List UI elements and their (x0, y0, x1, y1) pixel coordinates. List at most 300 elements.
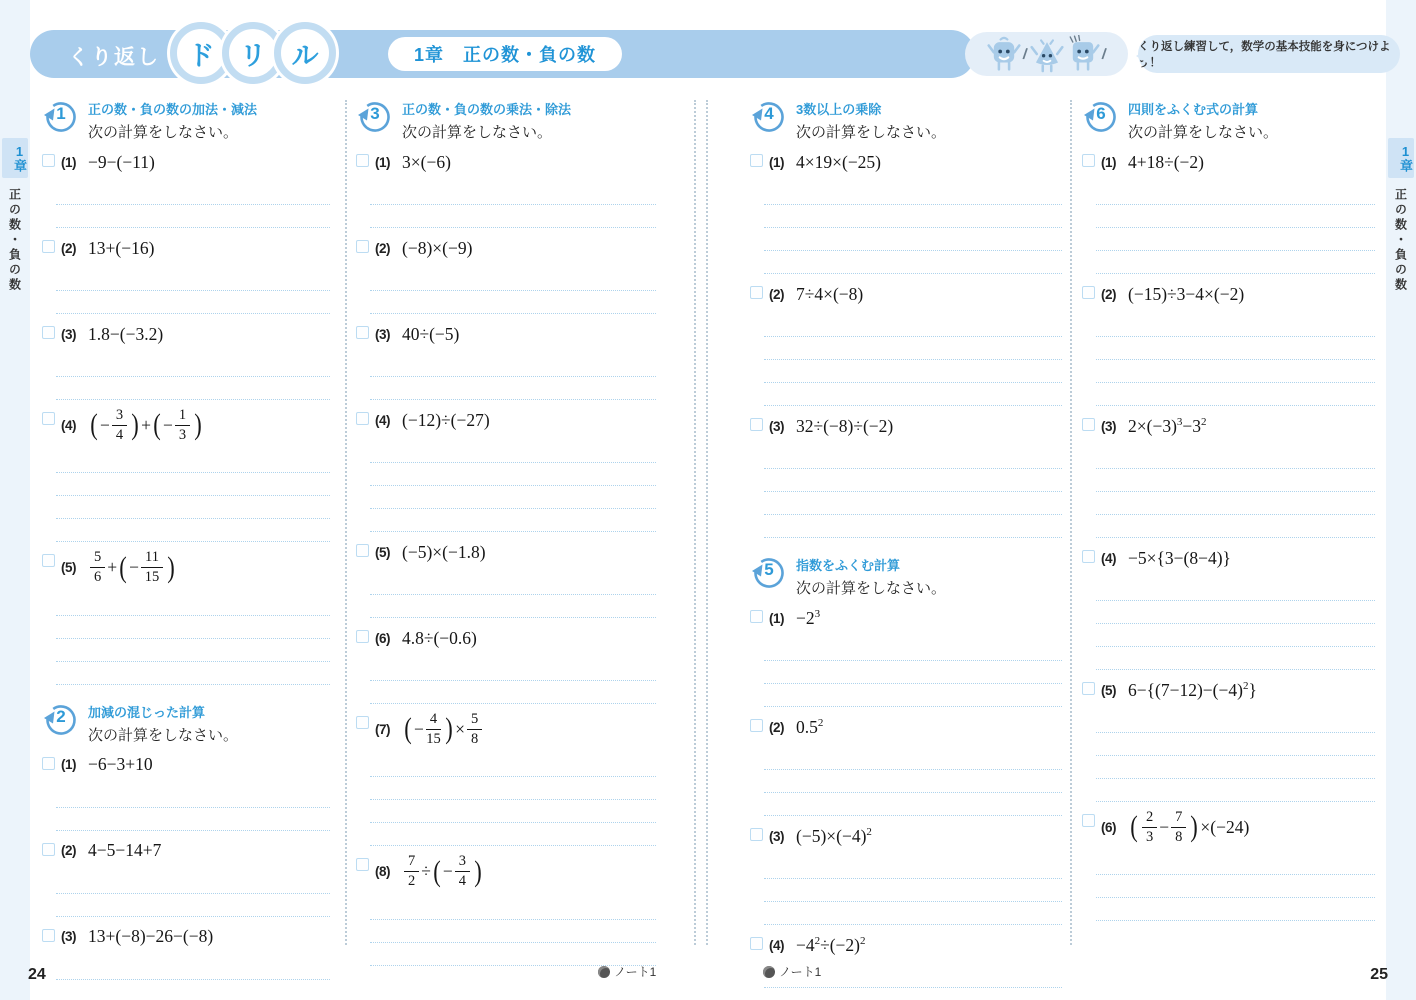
problem-row (1082, 809, 1375, 845)
answer-lines (1096, 845, 1375, 921)
answer-line[interactable] (370, 205, 656, 228)
answer-lines (764, 307, 1062, 406)
section-instruction: 次の計算をしなさい。 (796, 580, 947, 597)
answer-line[interactable] (370, 920, 656, 943)
problem-row (356, 149, 656, 175)
section-titles (88, 98, 257, 142)
problem-number: (3) (769, 828, 784, 844)
answer-line[interactable] (56, 616, 330, 639)
section-2 (42, 701, 330, 1000)
section-title: 指数をふくむ計算 (796, 558, 901, 573)
math-text: −2 (796, 607, 815, 628)
answer-line[interactable] (1096, 875, 1375, 898)
math-text: (−8)×(−9) (402, 237, 473, 258)
problem-number: (1) (375, 154, 390, 170)
answer-line[interactable] (1096, 383, 1375, 406)
numerator: 5 (467, 711, 482, 730)
problem-row (356, 711, 656, 747)
answer-checkbox[interactable] (750, 286, 763, 299)
math-text: −6−3+10 (88, 754, 153, 775)
answer-checkbox[interactable] (1082, 154, 1095, 167)
math-expression (88, 152, 155, 173)
problem-row (1082, 677, 1375, 703)
fraction (112, 407, 127, 443)
answer-lines (370, 565, 656, 618)
answer-line[interactable] (56, 205, 330, 228)
answer-lines (764, 849, 1062, 925)
large-paren: ) (474, 854, 482, 888)
answer-checkbox[interactable] (1082, 682, 1095, 695)
math-text: 4+18÷(−2) (1128, 151, 1204, 172)
math-text: (−12)÷(−27) (402, 409, 490, 430)
answer-line[interactable] (56, 894, 330, 917)
answer-lines (56, 443, 330, 542)
math-expression (1128, 548, 1231, 569)
answer-line[interactable] (1096, 710, 1375, 733)
answer-line[interactable] (56, 662, 330, 685)
problem-number: (3) (1101, 418, 1116, 434)
answer-line[interactable] (370, 572, 656, 595)
answer-line[interactable] (56, 291, 330, 314)
answer-line[interactable] (56, 808, 330, 831)
math-text: + (107, 557, 118, 578)
answer-checkbox[interactable] (356, 154, 369, 167)
problem-number: (1) (769, 154, 784, 170)
answer-lines (56, 864, 330, 917)
fraction (90, 549, 105, 585)
notebook-reference-label: ノート1 (614, 965, 657, 979)
answer-checkbox[interactable] (356, 412, 369, 425)
answer-line[interactable] (764, 383, 1062, 406)
answer-line[interactable] (1096, 469, 1375, 492)
math-expression (796, 416, 893, 437)
answer-line[interactable] (56, 980, 330, 1000)
math-expression (88, 549, 177, 585)
answer-line[interactable] (1096, 756, 1375, 779)
section-6 (1082, 98, 1375, 921)
answer-line[interactable] (370, 440, 656, 463)
math-expression (402, 711, 484, 747)
math-expression (88, 407, 204, 443)
answer-lines (56, 778, 330, 831)
answer-line[interactable] (764, 182, 1062, 205)
answer-lines (764, 175, 1062, 274)
math-expression (88, 840, 161, 861)
answer-line[interactable] (370, 463, 656, 486)
math-expression (402, 628, 477, 649)
problem-row (42, 407, 330, 443)
answer-lines (56, 347, 330, 400)
answer-line[interactable] (370, 754, 656, 777)
section-number: 3 (370, 104, 380, 123)
answer-line[interactable] (764, 515, 1062, 538)
answer-checkbox[interactable] (42, 154, 55, 167)
column-divider (345, 100, 347, 945)
section-number: 2 (56, 706, 66, 726)
problem-row (750, 605, 1062, 631)
math-expression (796, 152, 881, 173)
notebook-mascot-icon (763, 966, 775, 978)
denominator: 15 (144, 569, 160, 586)
large-paren: ( (153, 408, 161, 442)
math-expression (1128, 152, 1204, 173)
numerator: 2 (1142, 809, 1157, 828)
answer-line[interactable] (56, 473, 330, 496)
answer-line[interactable] (1096, 852, 1375, 875)
math-text: ×(−24) (1200, 816, 1250, 837)
right-page-edge-strip (1386, 0, 1416, 1000)
math-text: + (141, 414, 151, 435)
chapter-tab-right (1386, 138, 1416, 293)
numerator: 1 (175, 407, 190, 426)
math-expression: 0.5 2 (796, 716, 824, 737)
answer-line[interactable] (764, 988, 1062, 1000)
section-number-badge (356, 98, 394, 136)
mascot-icon (1066, 35, 1100, 73)
answer-checkbox[interactable] (750, 937, 763, 950)
answer-checkbox[interactable] (1082, 814, 1095, 827)
answer-line[interactable] (370, 486, 656, 509)
answer-lines (56, 261, 330, 314)
answer-line[interactable] (764, 684, 1062, 707)
fraction (1142, 809, 1157, 845)
problem-number: (8) (375, 864, 390, 880)
answer-checkbox[interactable] (42, 843, 55, 856)
answer-lines (1096, 439, 1375, 538)
answer-line[interactable] (56, 785, 330, 808)
answer-checkbox[interactable] (750, 154, 763, 167)
answer-line[interactable] (764, 492, 1062, 515)
motivation-text: くり返し練習して，数学の基本技能を身につけよう！ (1138, 41, 1391, 69)
problem-number: (1) (1101, 154, 1116, 170)
math-expression (402, 542, 486, 563)
notebook-reference (763, 963, 821, 980)
problem-number: (6) (375, 630, 390, 646)
answer-checkbox[interactable] (750, 610, 763, 623)
section-number: 5 (764, 560, 774, 579)
section-instruction: 次の計算をしなさい。 (402, 124, 553, 141)
section-header (356, 98, 656, 142)
page-gutter-divider (706, 100, 708, 945)
problem-number: (2) (1101, 286, 1116, 302)
answer-line[interactable] (370, 291, 656, 314)
answer-line[interactable] (764, 638, 1062, 661)
answer-line[interactable] (370, 658, 656, 681)
answer-line[interactable] (764, 856, 1062, 879)
problem-row (356, 321, 656, 347)
answer-lines (56, 586, 330, 685)
math-text: 32÷(−8)÷(−2) (796, 415, 894, 436)
answer-checkbox[interactable] (1082, 418, 1095, 431)
fraction (141, 549, 163, 585)
answer-line[interactable] (56, 496, 330, 519)
problem-row (1082, 545, 1375, 571)
denominator: 3 (178, 426, 187, 443)
answer-line[interactable] (764, 251, 1062, 274)
problem-number: (1) (769, 610, 784, 626)
answer-line[interactable] (1096, 601, 1375, 624)
math-text: ÷(−2) (820, 934, 861, 955)
math-expression (88, 926, 213, 947)
answer-checkbox[interactable] (42, 554, 55, 567)
math-text: 4.8÷(−0.6) (402, 627, 477, 648)
problem-row (356, 853, 656, 889)
large-paren: ( (433, 854, 441, 888)
answer-line[interactable] (56, 593, 330, 616)
math-text: − (100, 414, 110, 435)
section-5 (750, 554, 1062, 1000)
section-instruction: 次の計算をしなさい。 (796, 124, 947, 141)
answer-line[interactable] (56, 377, 330, 400)
answer-lines (370, 261, 656, 314)
math-text: (−5)×(−4) (796, 825, 867, 846)
answer-checkbox[interactable] (42, 757, 55, 770)
answer-checkbox[interactable] (356, 630, 369, 643)
problem-number: (6) (1101, 819, 1116, 835)
problem-number: (5) (61, 560, 76, 576)
answer-line[interactable] (764, 446, 1062, 469)
answer-line[interactable] (370, 268, 656, 291)
section-1 (42, 98, 330, 685)
answer-checkbox[interactable] (356, 326, 369, 339)
answer-line[interactable] (56, 519, 330, 542)
problem-row (356, 235, 656, 261)
math-text: 7÷4×(−8) (796, 283, 864, 304)
math-text: 40÷(−5) (402, 323, 460, 344)
problem-number: (3) (769, 418, 784, 434)
answer-lines (56, 175, 330, 228)
answer-line[interactable] (1096, 779, 1375, 802)
problem-row (356, 539, 656, 565)
answer-line[interactable] (764, 661, 1062, 684)
answer-line[interactable] (370, 354, 656, 377)
section-number-badge (750, 98, 788, 136)
problem-row (42, 549, 330, 585)
answer-checkbox[interactable] (42, 929, 55, 942)
answer-line[interactable] (370, 800, 656, 823)
fraction (426, 711, 441, 747)
math-text: × (455, 718, 465, 739)
answer-line[interactable] (1096, 492, 1375, 515)
answer-line[interactable] (56, 354, 330, 377)
problem-number: (7) (375, 721, 390, 737)
problem-number: (2) (769, 719, 784, 735)
denominator: 6 (94, 569, 102, 586)
answer-line[interactable] (370, 823, 656, 846)
problem-number: (2) (769, 286, 784, 302)
denominator: 4 (115, 426, 124, 443)
problem-row (750, 714, 1062, 740)
chapter-tab-left (0, 138, 30, 293)
section-title: 正の数・負の数の加法・減法 (88, 102, 258, 117)
problem-row (42, 235, 330, 261)
notebook-reference-label: ノート1 (779, 965, 822, 979)
denominator: 2 (408, 873, 416, 890)
problem-row (750, 932, 1062, 958)
answer-lines (1096, 571, 1375, 670)
answer-line[interactable] (1096, 624, 1375, 647)
section-number: 6 (1096, 104, 1106, 123)
section-titles (796, 98, 946, 142)
answer-checkbox[interactable] (750, 418, 763, 431)
math-expression (402, 410, 490, 431)
section-titles (88, 701, 238, 745)
motion-slash: / (1022, 45, 1029, 63)
math-expression: −4 2 ÷(−2) 2 (796, 934, 866, 955)
mascot-icon (987, 35, 1021, 73)
answer-line[interactable] (1096, 733, 1375, 756)
answer-line[interactable] (1096, 205, 1375, 228)
answer-line[interactable] (370, 509, 656, 532)
answer-checkbox[interactable] (1082, 286, 1095, 299)
answer-line[interactable] (764, 793, 1062, 816)
answer-checkbox[interactable] (1082, 550, 1095, 563)
answer-line[interactable] (56, 871, 330, 894)
math-expression (88, 324, 163, 345)
answer-line[interactable] (764, 337, 1062, 360)
answer-line[interactable] (1096, 314, 1375, 337)
answer-lines (764, 631, 1062, 707)
answer-checkbox[interactable] (356, 240, 369, 253)
problem-number: (3) (375, 326, 390, 342)
math-expression: 2×(−3) 3 −3 2 (1128, 415, 1207, 436)
problem-row (750, 413, 1062, 439)
large-paren: ( (1130, 810, 1138, 844)
answer-line[interactable] (1096, 251, 1375, 274)
answer-line[interactable] (764, 770, 1062, 793)
chapter-tab-title: 正の数・負の数 (7, 188, 22, 293)
answer-line[interactable] (1096, 446, 1375, 469)
answer-line[interactable] (764, 360, 1062, 383)
math-expression (402, 238, 472, 259)
drill-logo-letter: リ (222, 22, 284, 84)
answer-checkbox[interactable] (356, 544, 369, 557)
answer-line[interactable] (764, 879, 1062, 902)
math-text: 2×(−3) (1128, 415, 1177, 436)
answer-checkbox[interactable] (42, 240, 55, 253)
answer-line[interactable] (764, 314, 1062, 337)
answer-line[interactable] (370, 182, 656, 205)
math-expression (1128, 809, 1249, 845)
section-number-badge (42, 98, 80, 136)
problem-row (42, 321, 330, 347)
notebook-reference (598, 963, 656, 980)
answer-checkbox[interactable] (42, 412, 55, 425)
numerator: 4 (426, 711, 441, 730)
math-expression (402, 853, 484, 889)
answer-line[interactable] (56, 268, 330, 291)
answer-line[interactable] (1096, 360, 1375, 383)
answer-line[interactable] (56, 957, 330, 980)
answer-line[interactable] (370, 377, 656, 400)
answer-line[interactable] (1096, 578, 1375, 601)
denominator: 4 (458, 873, 466, 890)
math-text: − (442, 861, 453, 882)
answer-lines (370, 347, 656, 400)
answer-lines (370, 175, 656, 228)
section-title: 四則をふくむ式の計算 (1128, 102, 1259, 117)
answer-checkbox[interactable] (750, 719, 763, 732)
numerator: 11 (141, 549, 163, 568)
math-text: ÷ (421, 861, 431, 882)
answer-line[interactable] (764, 469, 1062, 492)
problem-row (1082, 413, 1375, 439)
answer-checkbox[interactable] (750, 828, 763, 841)
problem-number: (4) (61, 417, 76, 433)
answer-line[interactable] (764, 747, 1062, 770)
answer-line[interactable] (764, 205, 1062, 228)
answer-line[interactable] (370, 777, 656, 800)
numerator: 3 (112, 407, 127, 426)
section-header (42, 701, 330, 745)
section-header (750, 98, 1062, 142)
large-paren: ) (1190, 810, 1199, 844)
answer-lines (370, 651, 656, 704)
denominator: 3 (1146, 828, 1154, 845)
large-paren: ( (404, 712, 412, 746)
math-expression (88, 754, 153, 775)
section-number-badge (42, 701, 80, 739)
section-number: 1 (56, 104, 66, 123)
answer-line[interactable] (56, 182, 330, 205)
section-number-badge (1082, 98, 1120, 136)
section-number: 4 (764, 104, 774, 123)
math-text: 0.5 (796, 716, 818, 737)
answer-line[interactable] (1096, 647, 1375, 670)
section-titles (1128, 98, 1278, 142)
problem-row (42, 924, 330, 950)
answer-lines (56, 950, 330, 1000)
answer-line[interactable] (1096, 515, 1375, 538)
math-text: − (129, 557, 139, 578)
problem-column-1 (42, 98, 330, 960)
answer-line[interactable] (1096, 228, 1375, 251)
math-text: −5×{3−(8−4)} (1128, 547, 1231, 568)
answer-line[interactable] (56, 450, 330, 473)
section-3 (356, 98, 656, 966)
math-text: (−5)×(−1.8) (402, 541, 486, 562)
math-expression (402, 324, 459, 345)
answer-line[interactable] (56, 639, 330, 662)
section-titles (402, 98, 571, 142)
answer-line[interactable] (1096, 337, 1375, 360)
answer-lines (370, 747, 656, 846)
answer-line[interactable] (370, 681, 656, 704)
answer-line[interactable] (370, 595, 656, 618)
problem-row (42, 838, 330, 864)
page-gutter-divider (694, 100, 696, 945)
answer-checkbox[interactable] (356, 858, 369, 871)
problem-row (750, 281, 1062, 307)
answer-checkbox[interactable] (356, 716, 369, 729)
large-paren: ) (194, 408, 202, 442)
math-text: 6−{(7−12)−(−4) (1128, 679, 1243, 700)
section-title: 正の数・負の数の乗法・除法 (402, 102, 572, 117)
answer-line[interactable] (1096, 898, 1375, 921)
problem-column-3 (750, 98, 1062, 960)
answer-checkbox[interactable] (42, 326, 55, 339)
answer-line[interactable] (370, 897, 656, 920)
numerator: 7 (1171, 809, 1186, 828)
answer-line[interactable] (1096, 182, 1375, 205)
problem-number: (2) (61, 240, 76, 256)
fraction (1171, 809, 1186, 845)
section-number-badge (750, 554, 788, 592)
math-expression (1128, 284, 1244, 305)
answer-line[interactable] (764, 902, 1062, 925)
problem-number: (4) (1101, 550, 1116, 566)
answer-line[interactable] (764, 228, 1062, 251)
